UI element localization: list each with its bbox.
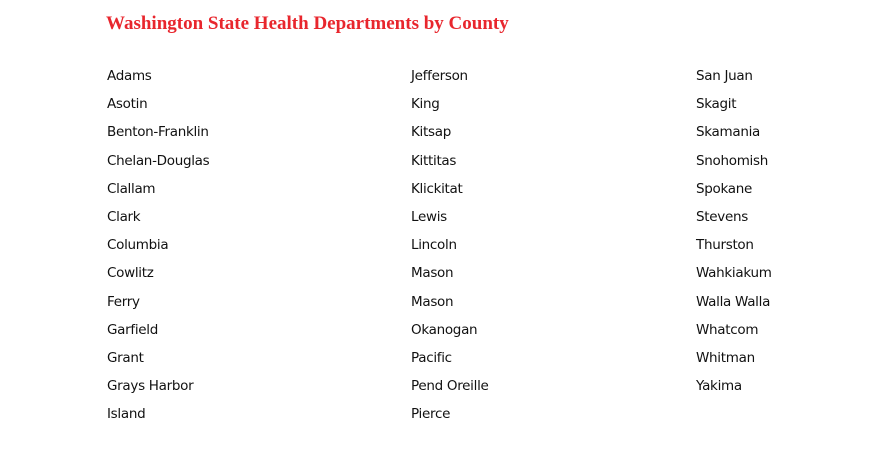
county-link-klickitat[interactable]: Klickitat: [411, 180, 463, 197]
county-link-pierce[interactable]: Pierce: [411, 406, 451, 423]
county-link-wahkiakum[interactable]: Wahkiakum: [696, 265, 772, 282]
county-link-mason[interactable]: Mason: [411, 265, 454, 282]
county-link-asotin[interactable]: Asotin: [107, 96, 148, 113]
county-link-thurston[interactable]: Thurston: [696, 237, 754, 254]
county-column-1: [107, 64, 209, 430]
county-link-lincoln[interactable]: Lincoln: [411, 237, 457, 254]
county-column-2: [411, 64, 489, 430]
county-link-whatcom[interactable]: Whatcom: [696, 321, 759, 338]
county-column-3: [696, 64, 772, 402]
county-link-skamania[interactable]: Skamania: [696, 124, 761, 141]
county-link-snohomish[interactable]: Snohomish: [696, 152, 768, 169]
county-link-island[interactable]: Island: [107, 406, 146, 423]
county-link-pacific[interactable]: Pacific: [411, 349, 452, 366]
county-link-ferry[interactable]: Ferry: [107, 293, 140, 310]
county-link-spokane[interactable]: Spokane: [696, 180, 753, 197]
county-link-mason-2[interactable]: Mason: [411, 293, 454, 310]
county-link-clark[interactable]: Clark: [107, 208, 141, 225]
county-link-grant[interactable]: Grant: [107, 349, 144, 366]
county-link-lewis[interactable]: Lewis: [411, 208, 447, 225]
county-link-skagit[interactable]: Skagit: [696, 96, 737, 113]
county-link-san-juan[interactable]: San Juan: [696, 68, 753, 84]
county-link-kitsap[interactable]: Kitsap: [411, 124, 451, 141]
county-link-pend-oreille[interactable]: Pend Oreille: [411, 378, 489, 395]
county-link-king[interactable]: King: [411, 96, 440, 113]
county-link-kittitas[interactable]: Kittitas: [411, 152, 457, 169]
county-link-benton-franklin[interactable]: Benton-Franklin: [107, 124, 209, 141]
county-link-columbia[interactable]: Columbia: [107, 237, 169, 254]
county-link-jefferson[interactable]: Jefferson: [411, 68, 468, 84]
county-link-cowlitz[interactable]: Cowlitz: [107, 265, 154, 282]
county-link-chelan-douglas[interactable]: Chelan-Douglas: [107, 152, 210, 169]
page-title: Washington State Health Departments by County: [106, 13, 509, 34]
county-link-whitman[interactable]: Whitman: [696, 349, 755, 366]
county-link-okanogan[interactable]: Okanogan: [411, 321, 478, 338]
county-link-grays-harbor[interactable]: Grays Harbor: [107, 378, 194, 395]
county-link-adams[interactable]: Adams: [107, 68, 152, 84]
county-link-walla-walla[interactable]: Walla Walla: [696, 293, 771, 310]
county-link-garfield[interactable]: Garfield: [107, 321, 159, 338]
county-link-yakima[interactable]: Yakima: [696, 378, 742, 395]
county-link-clallam[interactable]: Clallam: [107, 180, 156, 197]
county-link-stevens[interactable]: Stevens: [696, 208, 748, 225]
